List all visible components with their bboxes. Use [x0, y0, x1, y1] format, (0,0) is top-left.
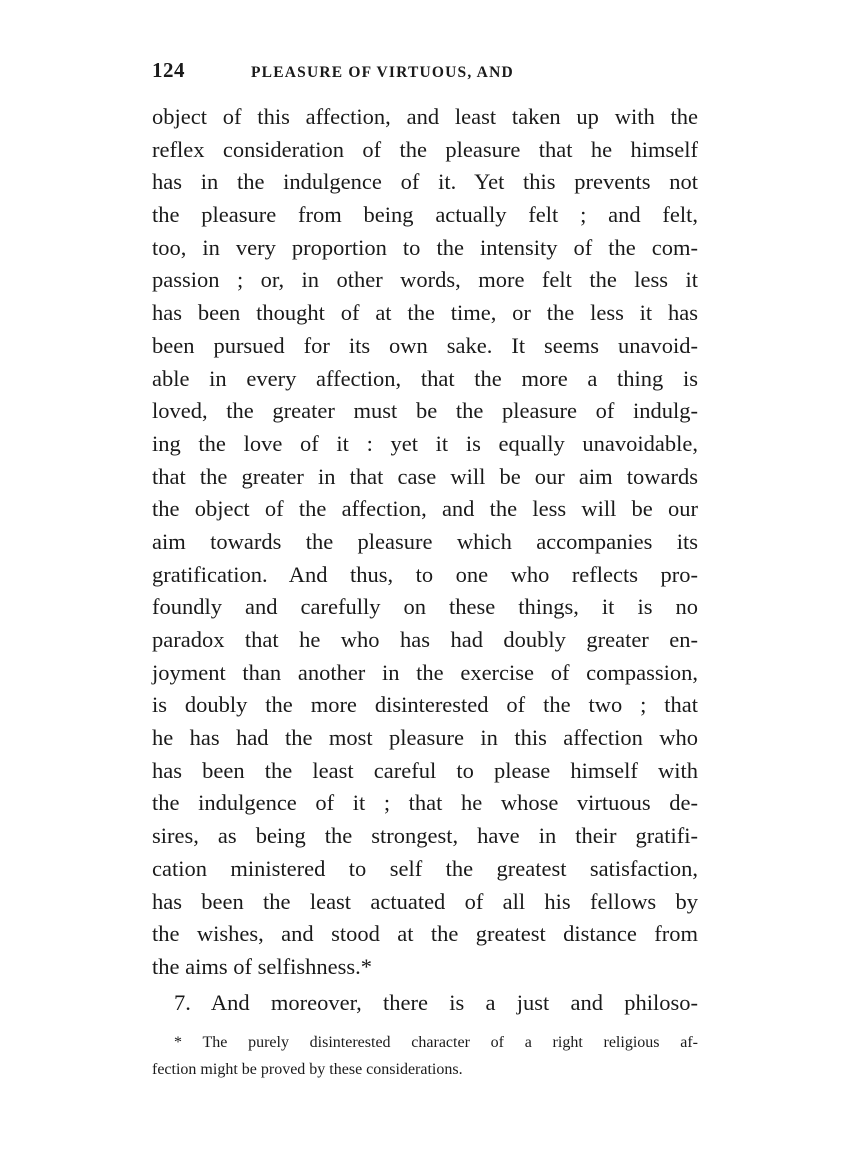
text-line: sires, as being the strongest, have in their gratifi-	[152, 823, 698, 849]
text-line: has been the least actuated of all his fellows by	[152, 888, 698, 914]
text-line: has in the indulgence of it. Yet this prevents not	[152, 169, 698, 195]
text-line: reflex consideration of the pleasure that he himself	[152, 136, 698, 162]
footnote-line: * The purely disinterested character of a right religious af-	[174, 1034, 698, 1052]
text-line: been pursued for its own sake. It seems unavoid-	[152, 332, 698, 358]
page-number: 124	[152, 58, 185, 82]
text-line: loved, the greater must be the pleasure of indulg-	[152, 398, 698, 424]
text-line: the object of the affection, and the less will be our	[152, 496, 698, 522]
text-line: has been the least careful to please himself with	[152, 757, 698, 783]
text-line: he has had the most pleasure in this affection who	[152, 725, 698, 751]
footnote-line: fection might be proved by these considerations.	[152, 1061, 463, 1079]
text-line: is doubly the more disinterested of the two ; that	[152, 692, 698, 718]
text-line: ing the love of it : yet it is equally unavoidable,	[152, 430, 698, 456]
book-page	[152, 58, 698, 1083]
text-line: able in every affection, that the more a thing is	[152, 365, 698, 391]
page-header	[152, 58, 698, 88]
body-text	[152, 101, 698, 1019]
text-line: passion ; or, in other words, more felt the less it	[152, 267, 698, 293]
text-line: object of this affection, and least taken up with the	[152, 104, 698, 129]
text-line: that the greater in that case will be our aim towards	[152, 463, 698, 489]
text-line: too, in very proportion to the intensity of the com-	[152, 234, 698, 260]
text-line: the wishes, and stood at the greatest distance from	[152, 921, 698, 947]
text-line: has been thought of at the time, or the less it has	[152, 300, 698, 326]
text-line: joyment than another in the exercise of compassion,	[152, 659, 698, 685]
text-line: cation ministered to self the greatest satisfaction,	[152, 855, 698, 881]
text-line: paradox that he who has had doubly greater en-	[152, 627, 698, 652]
text-line: the aims of selfishness.*	[152, 953, 372, 979]
text-line: aim towards the pleasure which accompanies its	[152, 528, 698, 554]
footnote	[152, 1029, 698, 1083]
text-line: the pleasure from being actually felt ; and felt,	[152, 202, 698, 228]
running-head: PLEASURE OF VIRTUOUS, AND	[251, 64, 514, 81]
text-line: gratification. And thus, to one who reflects pro-	[152, 561, 698, 587]
paragraph-start-line: 7. And moreover, there is a just and philoso-	[174, 989, 698, 1015]
text-line: foundly and carefully on these things, it is no	[152, 594, 698, 620]
text-line: the indulgence of it ; that he whose virtuous de-	[152, 790, 698, 816]
